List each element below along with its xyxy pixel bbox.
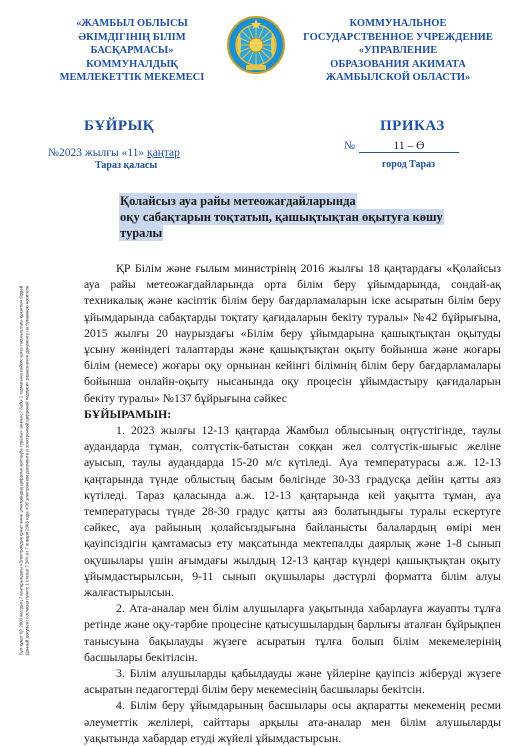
title-line: Қолайсыз ауа райы метеожағдайларында [120, 194, 356, 208]
side-note-line: Данный документ согласно пункту 1 статьи 7 ЗРК от 7 января 2003 года «Об электронном документе и электронной цифровой подписи» равнозначен документу на бумажном носителе [24, 285, 29, 656]
order-title-kz: БҰЙРЫҚ [84, 118, 155, 134]
document-body [84, 260, 501, 746]
header-kz-line: «ЖАМБЫЛ ОБЛЫСЫ [76, 18, 188, 29]
header-kz-line: КОММУНАЛДЫҚ [86, 58, 178, 70]
order-heading: БҰЙЫРАМЫН: [84, 406, 172, 421]
order-number-value-ru: 11 – Ө [359, 140, 459, 153]
header-ru-line: «УПРАВЛЕНИЕ [358, 45, 438, 56]
order-item-1: 1. 2023 жылғы 12-13 қаңтарда Жамбыл облысының оңтүстігінде, таулы аудандарда тұман, солтүстік-батыстан соққан жел солтүстік-шығыс желіне ауысып, таулы аудандарда 15-20 м/с күтіледі. Ауа температурасы а.ж. 12-13 қаңтарында түнде облыстың басым бөлігінде 30-33 градусқа дейін қатты аяз күтіледі. Тараз қаласында а.ж. 12-13 қаңтарында кей уақытта тұман, ауа температурасы түнде 28-30 градус қатты аяз болатындығы туралы ескертуге сәйкес, ауа райының қолайсыздығына байланысты балалардың өмірі мен қауіпсіздігін қамтамасыз ету мақсатында мектепалды даярлық және 1-8 сынып оқушылары үшін ағымдағы жылдың 12-13 қаңтар күндері қашықтықтан оқыту ұйымдастырылсын, 9-11 сынып оқушылары дәстүрлі форматта білім алуы жалғастырылсын. [84, 423, 501, 600]
city-kz: Тараз қаласы [95, 160, 158, 171]
order-title-ru: ПРИКАЗ [380, 118, 445, 134]
order-item-4: 4. Білім беру ұйымдарының басшылары осы ақпаратты мекеменің ресми әлеуметтік желілері, сайттары арқылы ата-аналар мен білім алушыларды уақытында хабардар етуді жүйелі ұйымдастырсын. [84, 698, 501, 745]
city-ru: город Тараз [382, 159, 436, 170]
preamble-paragraph: ҚР Білім және ғылым министрінің 2016 жылғы 18 қаңтардағы «Қолайсыз ауа райы метеожағдайларында орта білім беру ұйымдарында, сондай-ақ техникалық және кәсіптік білім беру бағдарламаларын іске асыратын білім беру ұйымдарында сабақтарды тоқтату қағидаларын бекіту туралы» №42 бұйрығына, 2015 жылғы 20 наурыздағы «Білім беру ұйымдарына қашықтықтан оқытуды ұсыну жөніндегі талаптарды және қашықтықтан оқыту бойынша және жоғары білім (немесе) жоғары оқу орнынан кейінгі білімнің білім беру бағдарламалары бойынша онлайн-оқыту нысанында оқу процесін ұйымдастыру қағидаларын бекіту туралы» №137 бұйрығына сәйкес [84, 261, 501, 405]
order-date-kz: №2023 жылғы «11» [48, 147, 145, 159]
header-ru-line: ЖАМБЫЛСКОЙ ОБЛАСТИ» [325, 72, 471, 83]
header-ru-line: КОММУНАЛЬНОЕ [349, 18, 447, 29]
header-org-ru [298, 17, 498, 85]
title-line: оқу сабақтарын тоқтатып, қашықтықтан оқытуға көшу [120, 210, 443, 224]
order-number-sign-ru: № [344, 140, 355, 152]
title-line: туралы [120, 226, 163, 240]
header-org-kz [42, 17, 222, 85]
order-number-ru [344, 140, 459, 153]
header-kz-line: МЕМЛЕКЕТТІК МЕКЕМЕСІ [59, 72, 205, 83]
header-ru-line: ГОСУДАРСТВЕННОЕ УЧРЕЖДЕНИЕ [303, 31, 493, 43]
order-item-3: 3. Білім алушыларды қабылдауды және үйлеріне қауіпсіз жіберуді жүзеге асыратын педагогтерді білім беру мекемесінің басшылары бекітсін. [84, 666, 501, 697]
header-ru-line: ОБРАЗОВАНИЯ АКИМАТА [330, 58, 466, 70]
document-title [120, 193, 443, 241]
state-emblem-icon [226, 15, 286, 75]
header-kz-line: БАСҚАРМАСЫ» [90, 45, 174, 56]
header-kz-line: ӘКІМДІГІНІҢ БІЛІМ [78, 31, 186, 43]
e-signature-side-note [9, 240, 39, 710]
order-item-2: 2. Ата-аналар мен білім алушыларға уақытында хабарлауға жауапты тұлға ретінде және оқу-тәрбие процесіне қатысушылардың барлығы аталған бұйрықпен танысуына бақылауды жүзеге асыратын тұлға болып білім мекемелерінің басшылары бекітілсін. [84, 601, 501, 664]
order-number-kz [48, 147, 180, 159]
side-note-line: Бұл құжат ҚР 2003 жылдың 7 қаңтарындағы «Электрондық құжат және электрондық цифрлық қолтаңба туралы» заңның 7 бабы 1 тармағына сәйкес қағаз тасығыштағы құжатпен бірдей [18, 285, 24, 656]
order-month-kz: қаңтар [147, 147, 180, 159]
